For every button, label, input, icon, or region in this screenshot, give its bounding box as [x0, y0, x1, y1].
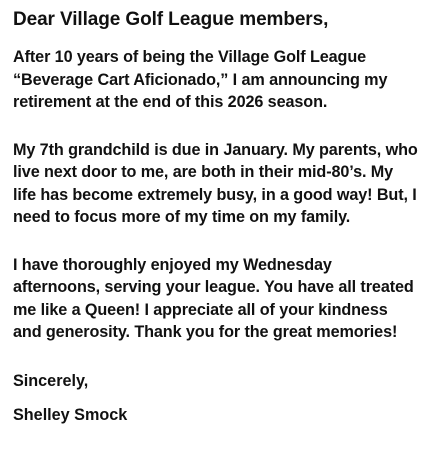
letter-paragraph-thanks: I have thoroughly enjoyed my Wednesday afternoons, serving your league. You have all treated me like a Queen! I appreciate all of your kindness and generosity. Thank you for the great memories! — [13, 255, 414, 341]
letter-closing: Sincerely, — [13, 371, 89, 390]
letter-body — [13, 8, 418, 426]
letter-paragraph-family: My 7th grandchild is due in January. My parents, who live next door to me, are both in their mid-80’s. My life has become extremely busy, in a good way! But, I need to focus more of my time on my family. — [13, 140, 418, 226]
letter-greeting: Dear Village Golf League members, — [13, 9, 329, 30]
letter-signature: Shelley Smock — [13, 405, 128, 424]
letter-paragraph-retirement: After 10 years of being the Village Golf League “Beverage Cart Aficionado,” I am announcing my retirement at the end of this 2026 season. — [13, 48, 388, 111]
